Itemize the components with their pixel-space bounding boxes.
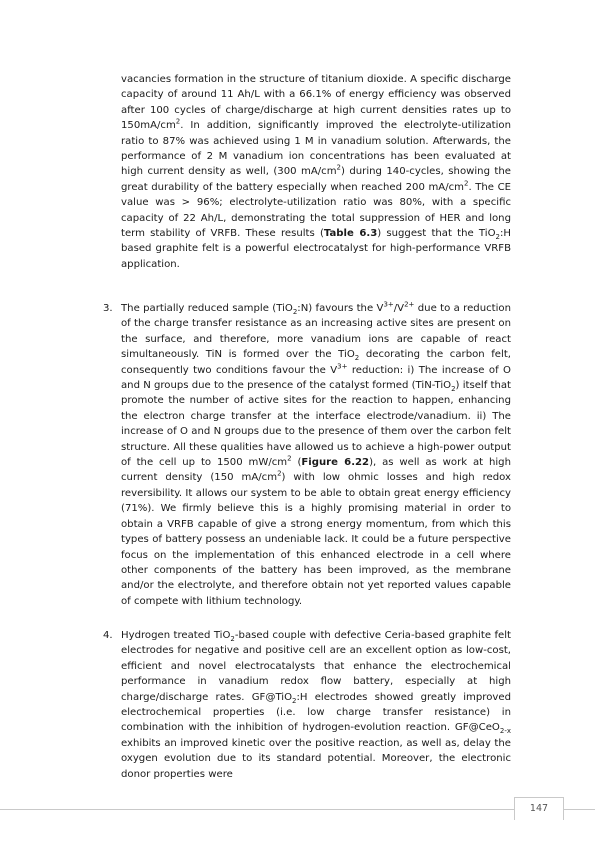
- text-span: The partially reduced sample (TiO: [121, 303, 293, 314]
- subscript: 2: [451, 385, 456, 394]
- text-span: -based couple with defective Ceria-based graphite felt electrodes for negative and positive cell are an excellent option as low-cost, efficient and novel electrocatalysts that enhance the electrochemical performance in vanadium redox flow battery, especially at high charge/discharge rates. GF@TiO: [121, 630, 511, 703]
- subscript: 2: [230, 635, 235, 644]
- text-span: exhibits an improved kinetic over the positive reaction, as well as, delay the oxygen evolution due to its standard potential. Moreover, the electronic donor properties were: [121, 737, 511, 780]
- list-number: 3.: [103, 303, 113, 314]
- subscript: 2: [495, 233, 500, 242]
- subscript: 2: [354, 354, 360, 363]
- paragraph-continuation: [121, 72, 511, 272]
- text-span: :H electrodes showed greatly improved electrochemical properties (i.e. low charge transfer resistance) in combination with the inhibition of hydrogen-evolution reaction. GF@CeO: [121, 691, 511, 734]
- text-span: :H based graphite felt is a powerful electrocatalyst for high-performance VRFB application.: [121, 228, 511, 270]
- text-span: . In addition, significantly improved the electrolyte-utilization ratio to 87% was achieved using 1 M in vanadium solution. Afterwards, the performance of 2 M vanadium ion concentrations has been evaluated at high current density as well, (300 mA/cm: [121, 120, 511, 178]
- text-span: decorating the carbon felt, consequently two conditions favour the V: [121, 349, 511, 376]
- superscript: 2: [287, 454, 292, 463]
- subscript: 2-x: [499, 727, 511, 736]
- text-span: ) with low ohmic losses and high redox reversibility. It allows our system to be able to obtain great energy efficiency (71%). We firmly believe this is a highly promising material in order to obtain a VRFB capable of give a strong energy momentum, from which this types of battery possess an undeniable lack. It could be a future perspective focus on the implementation of this enhanced electrode in a cell where other components of the battery has been improved, as the membrane and/or the electrolyte, and therefore obtain not yet reported values capable of compete with lithium technology.: [121, 472, 511, 607]
- text-span: ) suggest that the TiO: [377, 228, 496, 240]
- figure-reference: Figure 6.22: [301, 457, 370, 469]
- list-number: 4.: [103, 630, 113, 641]
- text-span: ), as well as work at high current density (150 mA/cm: [121, 457, 511, 484]
- text-span: ) during 140-cycles, showing the great durability of the battery especially when reached 200 mA/cm: [121, 166, 511, 193]
- text-span: reduction: i) The increase of O and N groups due to the presence of the catalyst formed (TiN-TiO: [121, 364, 511, 392]
- text-span: :N) favours the V: [297, 303, 384, 314]
- subscript: 2: [292, 308, 298, 317]
- list-item-3: [103, 301, 511, 609]
- footer-divider: [0, 809, 595, 810]
- text-span: ) itself that promote the number of active sites for the reaction to happen, enhancing the electron charge transfer at the interface electrode/vanadium. ii) The increase of O and N groups due to the presence of them over the carbon felt structure. All these qualities have allowed us to achieve a high-power output of the cell up to 1500 mW/cm: [121, 380, 511, 469]
- text-span: vacancies formation in the structure of titanium dioxide. A specific discharge capacity of around 11 Ah/L with a 66.1% of energy efficiency was observed after 100 cycles of charge/discharge at high current densities rates up to 150mA/cm: [121, 74, 511, 132]
- superscript: 2: [175, 117, 181, 126]
- text-span: . The CE value was > 96%; electrolyte-utilization ratio was 80%, with a specific capacity of 22 Ah/L, demonstrating the total suppression of HER and long term stability of VRFB. These results (: [121, 181, 511, 240]
- list-item-4: [103, 628, 511, 782]
- superscript: 2+: [404, 300, 415, 309]
- superscript: 2: [277, 470, 282, 479]
- list-item-body: [121, 301, 511, 609]
- list-item-body: [121, 628, 511, 782]
- table-reference: Table 6.3: [323, 228, 378, 240]
- text-span: (: [291, 457, 302, 469]
- superscript: 2: [336, 164, 341, 173]
- text-span: Hydrogen treated TiO: [121, 630, 231, 641]
- page-number: 147: [514, 797, 564, 820]
- subscript: 2: [292, 696, 297, 705]
- superscript: 3+: [383, 300, 394, 309]
- superscript: 2: [463, 179, 469, 188]
- superscript: 3+: [337, 362, 348, 371]
- text-span: due to a reduction of the charge transfer resistance as an increasing active sites are present on the surface, and therefore, more vanadium ions are capable of react simultaneously. TiN is formed over the TiO: [121, 303, 511, 361]
- text-span: /V: [393, 303, 405, 314]
